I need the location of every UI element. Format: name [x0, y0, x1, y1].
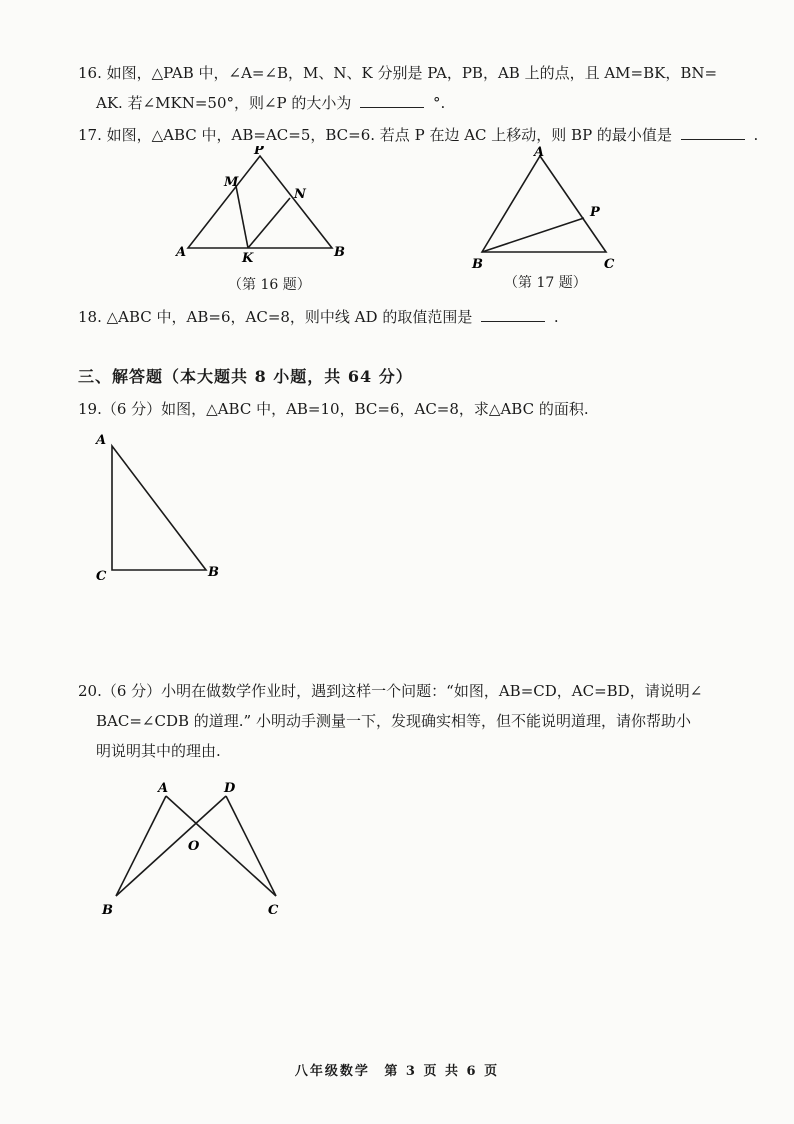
q20-line1: 20.（6 分）小明在做数学作业时，遇到这样一个问题：“如图，AB=CD，AC=BD，请说明∠ [78, 682, 703, 700]
fig16-caption: （第 16 题） [228, 277, 311, 293]
fig19-label-B: B [208, 565, 219, 580]
fig17-label-B: B [472, 257, 483, 270]
fig16-label-M: M [224, 175, 239, 190]
fig16-label-A: A [176, 245, 187, 260]
q18-text-end: . [553, 308, 559, 326]
page-footer [0, 1060, 794, 1079]
q17-text-end: . [753, 126, 759, 144]
footer-subject: 八年级数学 [294, 1064, 370, 1079]
q20-line2: BAC=∠CDB 的道理.” 小明动手测量一下，发现确实相等，但不能说明道理，请你帮助小 [96, 712, 691, 730]
q16-answer-blank[interactable] [360, 93, 424, 108]
q16-line2 [96, 92, 794, 114]
fig17-label-A: A [534, 146, 545, 160]
fig16-segment-MK [236, 186, 248, 248]
figure-19 [90, 428, 240, 592]
fig19-triangle-ABC [112, 446, 206, 570]
fig20-segment-DB [116, 796, 226, 896]
fig16-label-P: P [254, 146, 264, 158]
q16-line2-end: °. [432, 94, 446, 112]
section-3-heading [78, 364, 413, 387]
footer-page-info: 第 3 页 共 6 页 [384, 1064, 500, 1079]
fig20-label-B: B [102, 903, 113, 918]
q16-line1: 16. 如图，△PAB 中，∠A=∠B，M、N、K 分别是 PA，PB，AB 上的点，且 AM=BK，BN= [78, 64, 718, 82]
q20-line3: 明说明其中的理由. [96, 742, 221, 760]
fig16-segment-KN [248, 198, 290, 248]
q18-text: 18. △ABC 中，AB=6，AC=8，则中线 AD 的取值范围是 [78, 308, 473, 326]
q17-line [78, 124, 794, 146]
q18-answer-blank[interactable] [481, 307, 545, 322]
fig17-label-C: C [604, 257, 615, 270]
fig17-caption: （第 17 题） [504, 275, 587, 291]
fig20-segment-DC [226, 796, 276, 896]
figure-20 [96, 776, 306, 930]
section-3-title: 三、解答题 [78, 367, 164, 386]
q17-answer-blank[interactable] [681, 125, 745, 140]
section-3-note: （本大题共 8 小题，共 64 分） [163, 367, 413, 386]
fig16-label-N: N [294, 187, 306, 202]
fig20-label-O: O [188, 839, 200, 854]
fig17-segment-BP [482, 218, 584, 252]
fig17-label-P: P [590, 205, 600, 220]
fig19-label-A: A [96, 433, 107, 448]
fig19-label-C: C [96, 569, 107, 584]
fig20-segment-AB [116, 796, 166, 896]
fig20-label-C: C [268, 903, 279, 918]
fig20-label-D: D [224, 781, 236, 796]
figure-16 [170, 146, 350, 270]
figure-17 [470, 146, 620, 274]
q17-text: 17. 如图，△ABC 中，AB=AC=5，BC=6. 若点 P 在边 AC 上移动，则 BP 的最小值是 [78, 126, 672, 144]
fig20-segment-AC [166, 796, 276, 896]
q18-line [78, 306, 794, 328]
fig20-label-A: A [158, 781, 169, 796]
q16-line2-text: AK. 若∠MKN=50°，则∠P 的大小为 [96, 94, 352, 112]
fig17-triangle-ABC [482, 156, 606, 252]
fig16-label-B: B [334, 245, 345, 260]
q19-line: 19.（6 分）如图，△ABC 中，AB=10，BC=6，AC=8，求△ABC 的面积. [78, 400, 589, 418]
fig16-label-K: K [242, 251, 254, 266]
